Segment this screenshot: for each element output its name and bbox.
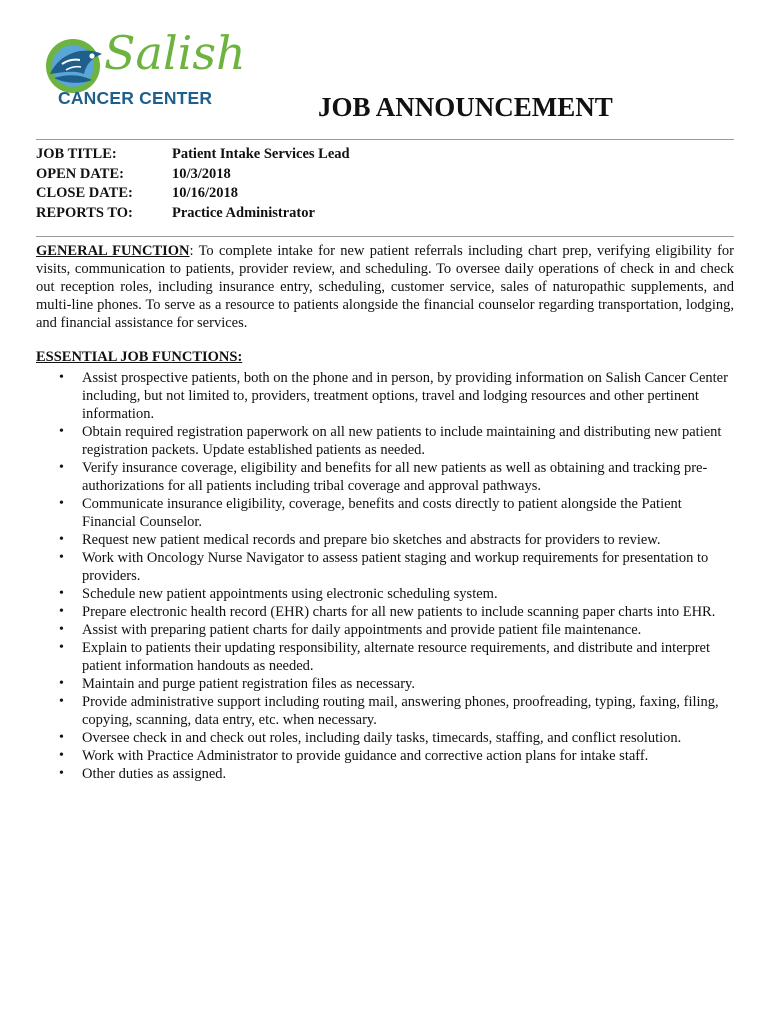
meta-value: Patient Intake Services Lead bbox=[172, 146, 350, 162]
general-function-paragraph bbox=[36, 242, 734, 332]
meta-value: 10/16/2018 bbox=[172, 185, 239, 201]
divider-top bbox=[36, 139, 734, 140]
list-item: • Assist with preparing patient charts for daily appointments and provide patient file maintenance. bbox=[36, 621, 734, 639]
list-item: • Provide administrative support including routing mail, answering phones, proofreading, typing, faxing, filing, copying, scanning, data entry, etc. when necessary. bbox=[36, 693, 734, 729]
meta-label: REPORTS TO: bbox=[36, 204, 133, 221]
job-meta bbox=[36, 146, 350, 224]
meta-row-close-date bbox=[36, 185, 350, 205]
list-item: • Prepare electronic health record (EHR) charts for all new patients to include scanning paper charts into EHR. bbox=[36, 603, 734, 621]
list-item: • Work with Practice Administrator to provide guidance and corrective action plans for intake staff. bbox=[36, 747, 734, 765]
list-item: • Explain to patients their updating responsibility, alternate resource requirements, and distribute and interpret patient information handouts as needed. bbox=[36, 639, 734, 675]
meta-row-open-date bbox=[36, 166, 350, 186]
list-item: • Maintain and purge patient registration files as necessary. bbox=[36, 675, 734, 693]
list-item: • Work with Oncology Nurse Navigator to assess patient staging and workup requirements for presentation to providers. bbox=[36, 549, 734, 585]
meta-label: OPEN DATE: bbox=[36, 165, 124, 182]
general-function-text: : To complete intake for new patient referrals including chart prep, verifying eligibility for visits, communication to patients, provider review, and scheduling. To oversee daily operations of check in and check out reception roles, including insurance entry, scheduling, customer service, sales of naturopathic supplements, and multi-line phones. To serve as a resource to patients alongside the financial counselor regarding transportation, lodging, and financial assistance for services. bbox=[36, 243, 734, 331]
list-item: • Schedule new patient appointments using electronic scheduling system. bbox=[36, 585, 734, 603]
meta-label: CLOSE DATE: bbox=[36, 185, 133, 201]
list-item: • Other duties as assigned. bbox=[36, 765, 734, 783]
meta-value: Practice Administrator bbox=[172, 204, 315, 221]
general-function-heading: GENERAL FUNCTION bbox=[36, 243, 190, 259]
list-item: • Communicate insurance eligibility, coverage, benefits and costs directly to patient alongside the Patient Financial Counselor. bbox=[36, 495, 734, 531]
list-item: • Request new patient medical records and prepare bio sketches and abstracts for providers to review. bbox=[36, 531, 734, 549]
meta-row-reports-to bbox=[36, 205, 350, 225]
salmon-emblem-icon bbox=[40, 34, 110, 96]
meta-value: 10/3/2018 bbox=[172, 165, 231, 182]
divider-middle bbox=[36, 236, 734, 237]
logo-sub-text: CANCER CENTER bbox=[58, 88, 213, 108]
meta-row-job-title bbox=[36, 146, 350, 166]
list-item: • Obtain required registration paperwork on all new patients to include maintaining and distributing new patient registration packets. Update established patients as needed. bbox=[36, 423, 734, 459]
essential-functions-heading: ESSENTIAL JOB FUNCTIONS: bbox=[36, 349, 243, 365]
logo bbox=[40, 26, 250, 115]
list-item: • Oversee check in and check out roles, including daily tasks, timecards, staffing, and conflict resolution. bbox=[36, 729, 734, 747]
logo-script-text: Salish bbox=[104, 26, 246, 80]
list-item: • Verify insurance coverage, eligibility and benefits for all new patients as well as obtaining and tracking pre-authorizations for all patients including tribal coverage and approval pathways. bbox=[36, 459, 734, 495]
essential-functions-list bbox=[36, 369, 734, 783]
page-title: JOB ANNOUNCEMENT bbox=[318, 92, 613, 122]
list-item: • Assist prospective patients, both on the phone and in person, by providing information on Salish Cancer Center including, but not limited to, providers, treatment options, travel and lodging resources and other pertinent information. bbox=[36, 369, 734, 423]
meta-label: JOB TITLE: bbox=[36, 146, 117, 162]
